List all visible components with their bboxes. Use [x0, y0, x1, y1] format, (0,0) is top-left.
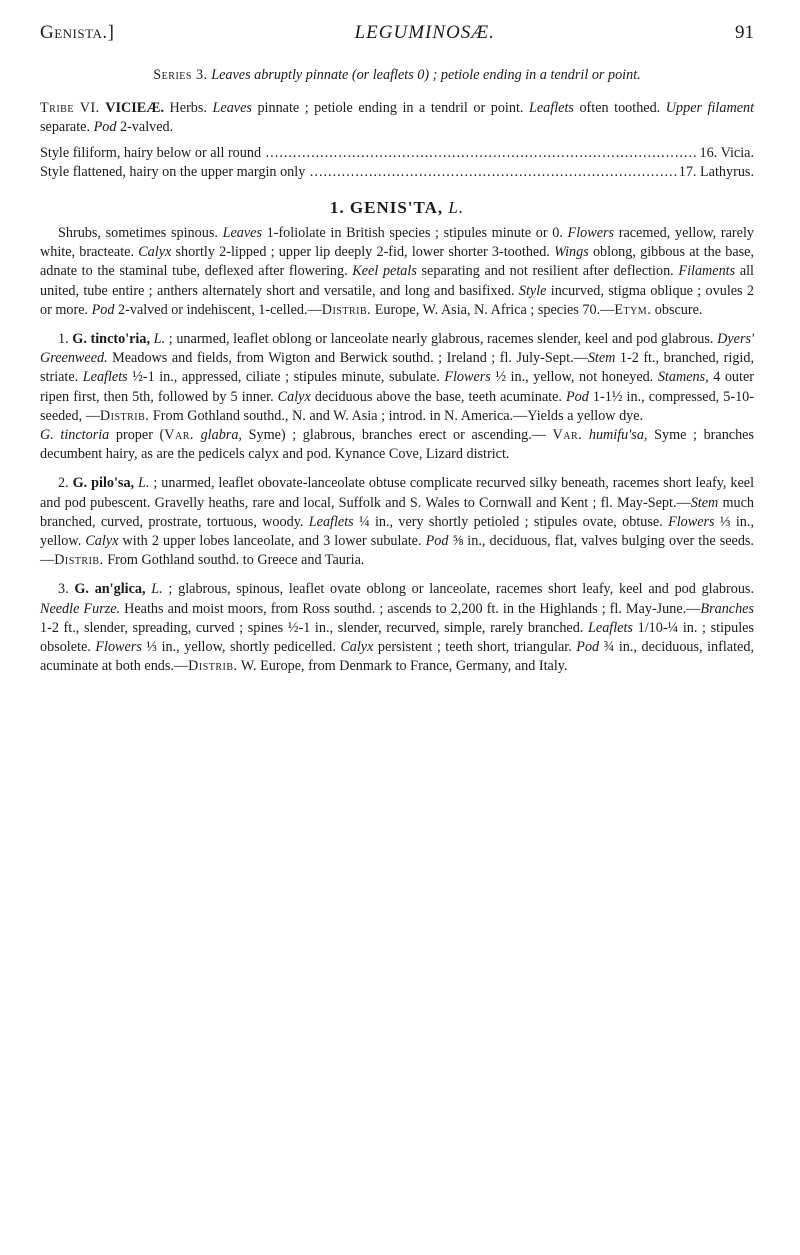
text-run: 1-2 ft., branched, rigid, striate.	[40, 350, 754, 386]
key-line-vicia	[40, 144, 754, 163]
key-line-text: Style flattened, hairy on the upper margin only .....	[40, 163, 677, 182]
term: glabra,	[200, 427, 242, 444]
term: Stem	[690, 494, 719, 511]
text-run: proper (	[109, 427, 165, 444]
tribe-term: Upper filament	[665, 100, 755, 117]
species-name: G. an'glica,	[74, 581, 146, 598]
text-run: oblong, gibbous at the base, adnate to the staminal tube, deflexed after flowering.	[40, 244, 754, 280]
text-run: Syme ; branches decumbent hairy, as are the pedicels calyx and pod. Kynance Cove, Lizard district.	[40, 427, 754, 463]
genus-number: 1.	[329, 198, 345, 218]
series-label: Series 3.	[153, 67, 208, 83]
term: Distrib.	[99, 407, 150, 424]
term: Calyx	[85, 533, 119, 550]
term: Flowers	[668, 513, 715, 530]
page-number: 91	[734, 22, 754, 43]
text-run: with 2 upper lobes lanceolate, and 3 lower subulate.	[118, 533, 426, 550]
term: Flowers	[567, 225, 615, 242]
tribe-text: pinnate ; petiole ending in a tendril or point.	[257, 100, 524, 117]
tribe-text: 2-valved.	[119, 119, 174, 136]
key-line-reference: 17. Lathyrus.	[678, 163, 754, 180]
tribe-description	[40, 99, 754, 137]
running-head-genus: Genista.]	[40, 22, 115, 43]
term: Pod	[576, 639, 600, 656]
term: L.	[151, 581, 163, 598]
text-run: 1-1½ in., compressed, 5-10-seeded, —	[40, 388, 755, 424]
tribe-term: Leaflets	[528, 100, 574, 117]
tribe-name: VICIEÆ.	[105, 100, 164, 117]
text-run: 1-2 ft., slender, spreading, curved ; spines ½-1 in., slender, recurved, simple, rarely branched.	[40, 619, 589, 636]
term: Distrib.	[54, 552, 104, 569]
text-run: persistent ; teeth short, triangular.	[373, 639, 577, 656]
text-run: 3.	[58, 581, 75, 598]
term: Style	[518, 282, 547, 299]
text-run: ½ in., yellow, not honeyed.	[490, 369, 658, 386]
text-run: 4 outer ripen first, then 5th, followed by 5 inner.	[40, 369, 754, 405]
text-run: ; glabrous, spinous, leaflet ovate oblong or lanceolate, racemes short leafy, keel and pod glabrous.	[162, 581, 754, 598]
text-run: Meadows and fields, from Wigton and Berwick southd. ; Ireland ; fl. July-Sept.—	[107, 350, 588, 367]
term: Leaves	[222, 225, 262, 242]
term: Distrib.	[188, 658, 238, 675]
species-name: G. pilo'sa,	[72, 475, 135, 492]
genus-author: L.	[448, 198, 465, 218]
key-line-lathyrus	[40, 163, 754, 182]
series-heading	[40, 66, 754, 85]
text-run: 1.	[58, 331, 73, 348]
term: Pod	[566, 388, 589, 405]
text-run: obscure.	[651, 301, 703, 318]
text-run: separating and not resilient after deflection.	[416, 263, 679, 280]
text-run: deciduous above the base, teeth acuminate.	[310, 388, 567, 405]
text-run: ¼ in., very shortly petioled ; stipules ovate, obtuse.	[353, 513, 669, 530]
species-variety-paragraph	[40, 426, 754, 464]
term: Leaflets	[82, 369, 128, 386]
term: Flowers	[95, 639, 142, 656]
species-genista-tinctoria	[40, 330, 754, 426]
series-text-b: petiole ending in a tendril or point.	[440, 67, 641, 83]
term: Var.	[164, 427, 194, 444]
text-run: ⅓ in., yellow.	[40, 513, 754, 550]
term: Stamens,	[657, 369, 709, 386]
running-head	[40, 22, 754, 44]
term: Branches	[700, 600, 754, 617]
term: Calyx	[277, 388, 311, 405]
text-run: 2.	[58, 475, 73, 492]
text-run: ¾ in., deciduous, inflated, acuminate at both ends.—	[40, 639, 754, 675]
text-run	[582, 427, 589, 443]
text-run: Syme) ; glabrous, branches erect or ascending.—	[241, 427, 553, 444]
genus-heading	[40, 198, 754, 218]
text-run: incurved, stigma oblique ; ovules 2 or more.	[40, 282, 754, 318]
text-run: From Gothland southd. to Greece and Tauria.	[103, 552, 365, 569]
common-name: Dyers' Greenweed.	[40, 331, 755, 367]
term: Flowers	[444, 369, 491, 386]
term: Pod	[425, 533, 449, 550]
text-run: ½-1 in., appressed, ciliate ; stipules minute, subulate.	[127, 369, 445, 386]
term: Leaflets	[308, 513, 354, 530]
tribe-term: Pod	[93, 119, 117, 136]
tribe-text: often toothed.	[579, 100, 661, 117]
term: Calyx	[340, 639, 374, 656]
term: Leaflets	[588, 619, 633, 636]
text-run: ; unarmed, leaflet obovate-lanceolate obtuse complicate recurved silky beneath, racemes short leafy, keel and pod pubescent. Gravelly heaths, rare and local, Suffolk and S. Wales to Cornwall and Kent ; fl. May-Sept.—	[40, 475, 755, 511]
text-run: racemed, yellow, rarely white, bracteate.	[40, 225, 754, 261]
text-run: shortly 2-lipped ; upper lip deeply 2-fid, lower shorter 3-toothed.	[171, 244, 555, 261]
genus-name: GENIS'TA,	[349, 198, 444, 218]
tribe-label: Tribe VI.	[40, 100, 100, 117]
text-run: all united, tube entire ; anthers alternately short and versatile, and long and basifixed.	[40, 263, 755, 299]
species-genista-pilosa	[40, 474, 754, 570]
term: Etym.	[614, 301, 652, 318]
term: Stem	[587, 350, 616, 367]
term: L.	[138, 475, 150, 492]
text-run: ⅝ in., deciduous, flat, valves bulging over the seeds.—	[40, 533, 754, 569]
term: Pod	[91, 301, 115, 318]
text-run: Shrubs, sometimes spinous.	[58, 225, 223, 242]
text-run: 2-valved or indehiscent, 1-celled.—	[114, 301, 322, 318]
text-run: 1/10-¼ in. ; stipules obsolete.	[40, 619, 754, 656]
text-run: 1-foliolate in British species ; stipules minute or 0.	[261, 225, 568, 242]
text-run: ; unarmed, leaflet oblong or lanceolate nearly glabrous, racemes slender, keel and pod glabrous.	[165, 331, 718, 348]
genus-description	[40, 224, 754, 320]
text-run: From Gothland southd., N. and W. Asia ; introd. in N. America.—Yields a yellow dye.	[149, 407, 644, 424]
text-run: ⅓ in., yellow, shortly pedicelled.	[141, 639, 341, 656]
term: L.	[153, 331, 166, 348]
term: Wings	[554, 244, 589, 261]
term: Distrib.	[321, 301, 372, 318]
text-run: W. Europe, from Denmark to France, Germany, and Italy.	[237, 658, 568, 675]
running-head-family: LEGUMINOSÆ.	[354, 22, 495, 43]
term: Keel petals	[352, 263, 417, 280]
term: humifu'sa,	[588, 427, 648, 444]
key-line-reference: 16. Vicia.	[699, 144, 754, 161]
species-genista-anglica	[40, 580, 754, 676]
key-line-text: Style filiform, hairy below or all round .....	[40, 144, 698, 163]
text-run: Europe, W. Asia, N. Africa ; species 70.—	[371, 301, 615, 318]
text-run: much branched, curved, prostrate, tortuous, woody.	[40, 494, 754, 530]
tribe-text: separate.	[40, 119, 91, 136]
series-text-a: Leaves abruptly pinnate (or leaflets 0) ;	[211, 67, 438, 83]
common-name: Needle Furze.	[40, 600, 121, 617]
term: Calyx	[138, 244, 172, 261]
term: G. tinctoria	[40, 427, 110, 444]
tribe-term: Leaves	[212, 100, 252, 117]
species-name: G. tincto'ria,	[72, 331, 151, 348]
term: Filaments	[678, 263, 736, 280]
text-run: Heaths and moist moors, from Ross southd. ; ascends to 2,200 ft. in the Highlands ; fl. May-June.—	[120, 600, 701, 617]
text-run	[194, 427, 201, 443]
term: Var.	[552, 427, 583, 444]
tribe-text: Herbs.	[169, 100, 207, 117]
